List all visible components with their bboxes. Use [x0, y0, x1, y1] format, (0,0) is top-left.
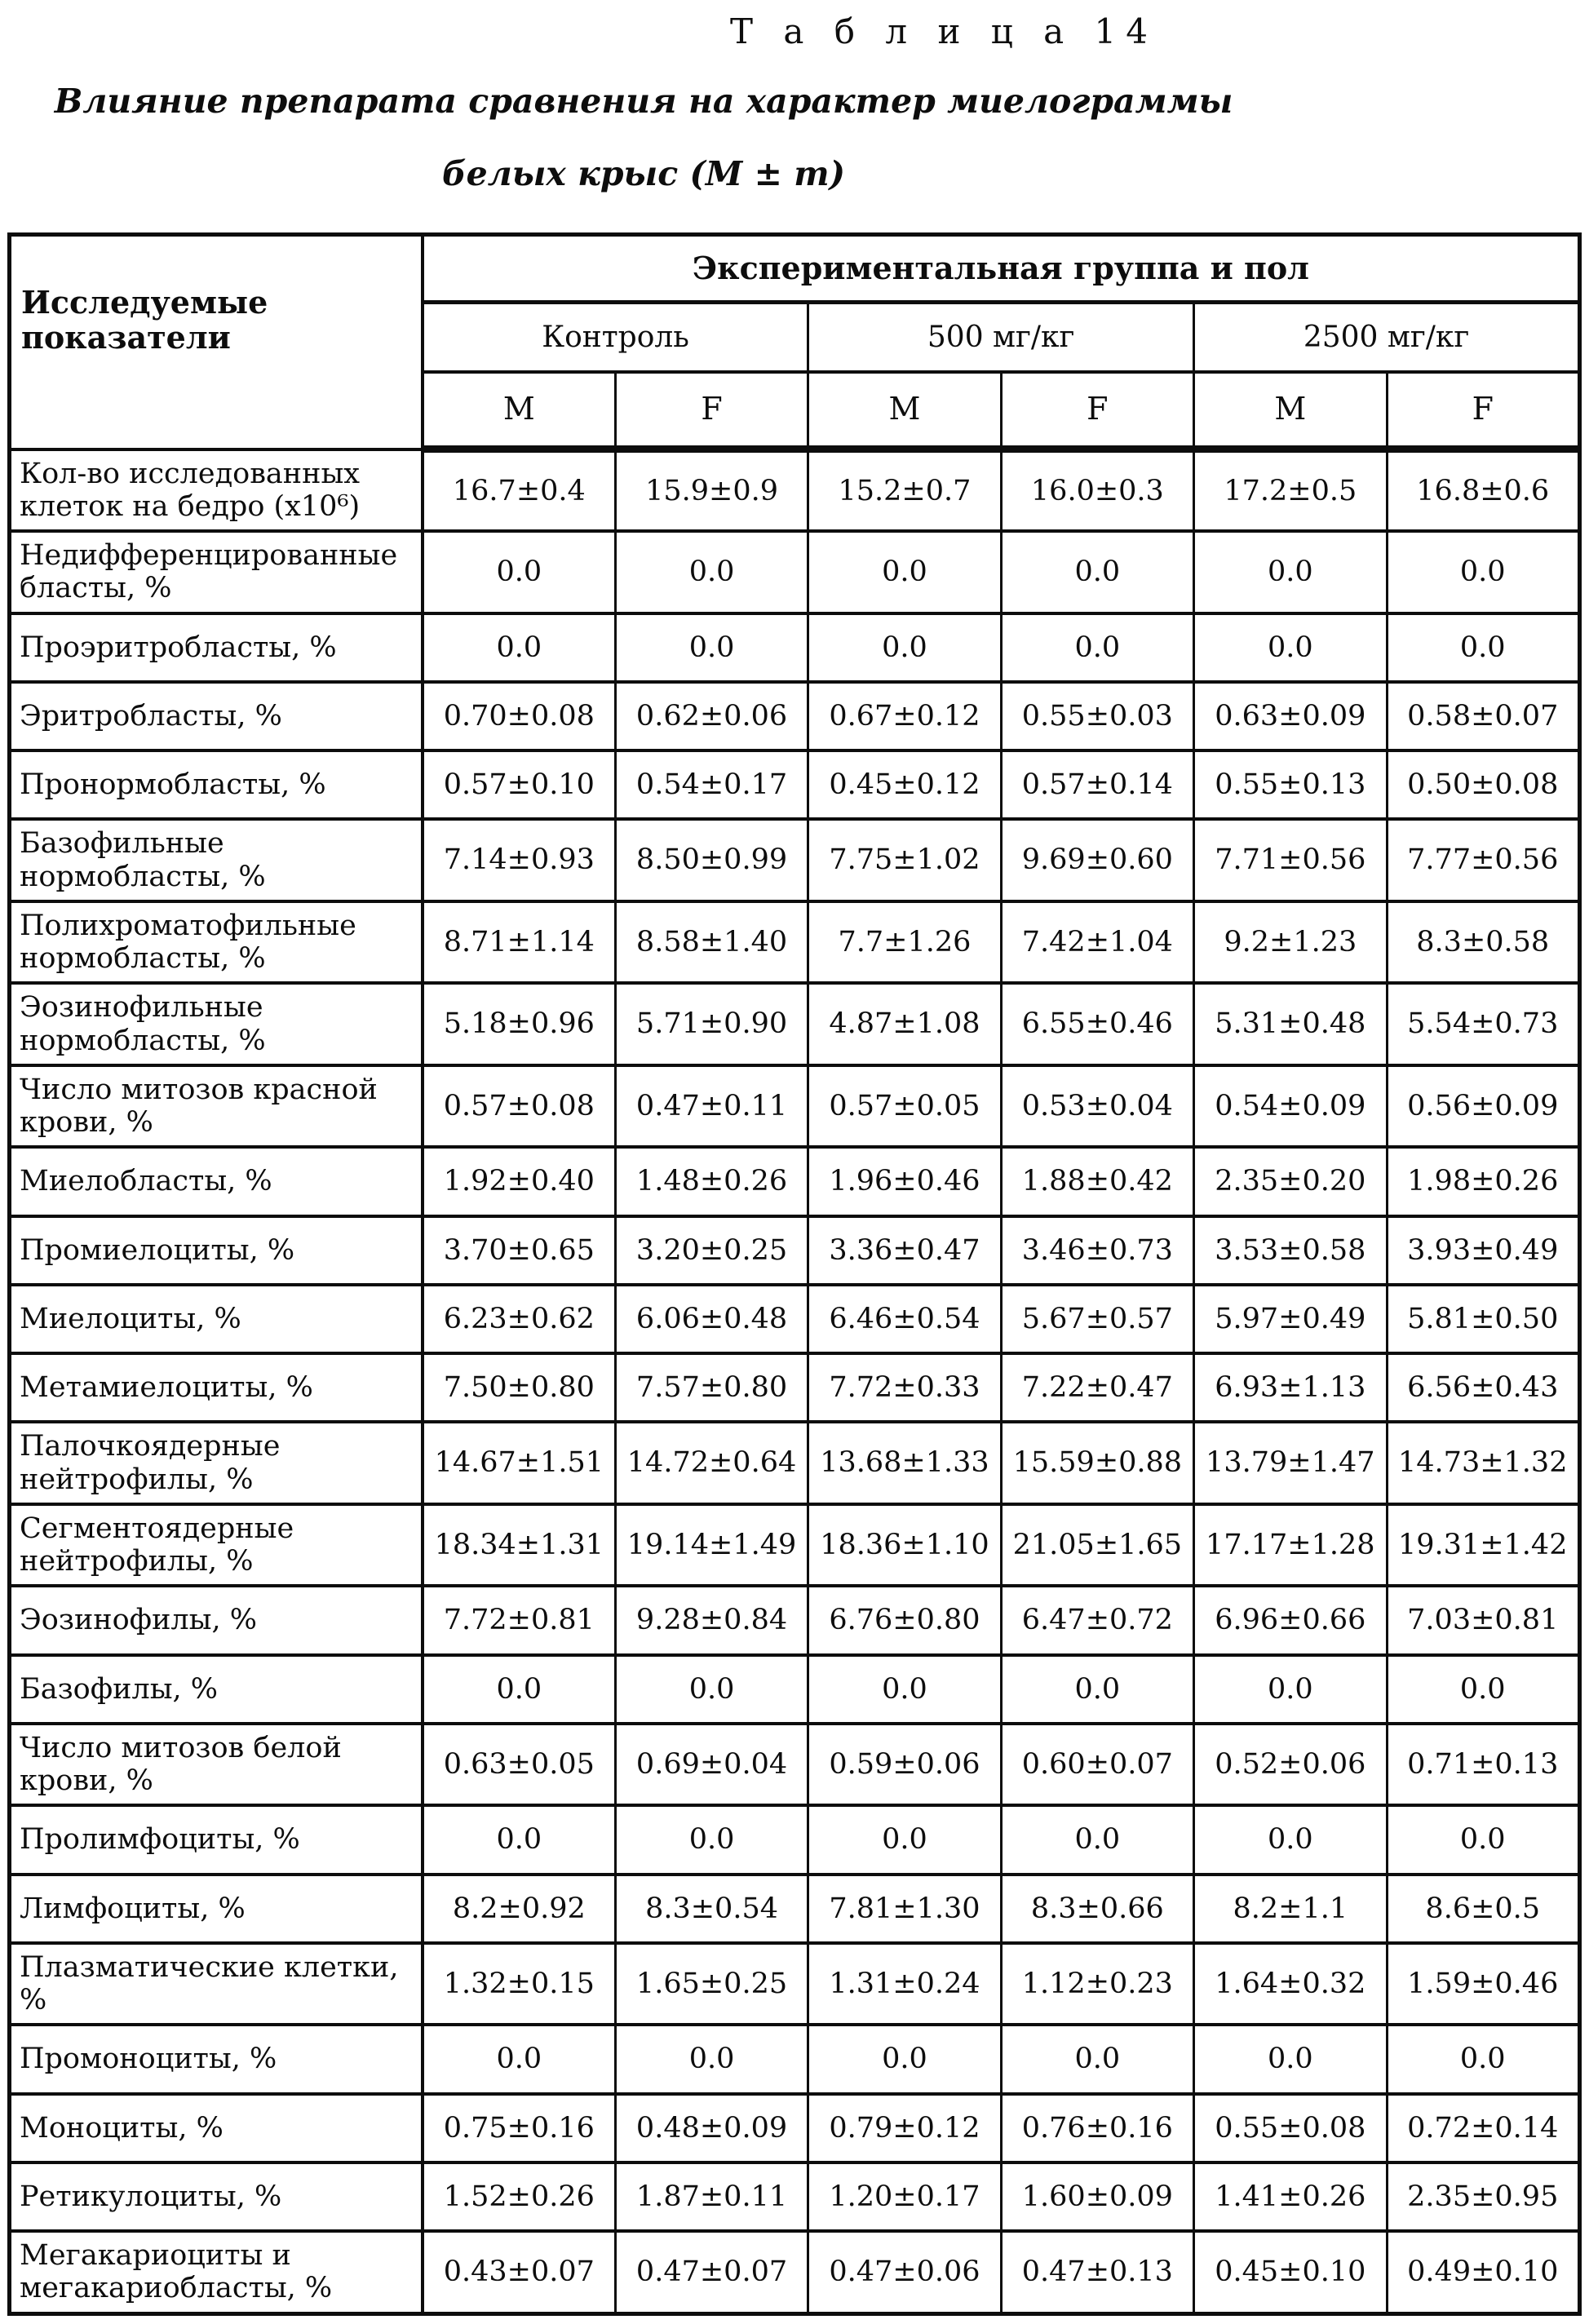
- table-row: [10, 613, 1580, 682]
- table-row: [10, 531, 1580, 613]
- value-cell: 6.55±0.46: [1001, 983, 1193, 1065]
- table-row: [10, 1065, 1580, 1148]
- value-cell: 5.81±0.50: [1387, 1285, 1580, 1353]
- value-cell: 18.36±1.10: [808, 1504, 1001, 1587]
- experimental-group-header: Экспериментальная группа и пол: [423, 235, 1580, 303]
- value-cell: 0.0: [615, 1655, 808, 1724]
- value-cell: 0.53±0.04: [1001, 1065, 1193, 1148]
- row-label: Число митозов белой крови, %: [10, 1724, 423, 1806]
- value-cell: 3.70±0.65: [423, 1216, 615, 1285]
- myelogram-table: [7, 232, 1582, 2315]
- value-cell: 8.2±1.1: [1194, 1875, 1387, 1943]
- value-cell: 1.92±0.40: [423, 1147, 615, 1215]
- table-header: [10, 235, 1580, 449]
- value-cell: 6.23±0.62: [423, 1285, 615, 1353]
- value-cell: 19.31±1.42: [1387, 1504, 1580, 1587]
- value-cell: 9.2±1.23: [1194, 901, 1387, 984]
- row-label: Полихроматофильные нормобласты, %: [10, 901, 423, 984]
- value-cell: 0.55±0.03: [1001, 682, 1193, 750]
- row-label: Базофилы, %: [10, 1655, 423, 1724]
- row-label: Миелоциты, %: [10, 1285, 423, 1353]
- row-label: Эозинофильные нормобласты, %: [10, 983, 423, 1065]
- value-cell: 1.59±0.46: [1387, 1943, 1580, 2025]
- value-cell: 7.77±0.56: [1387, 819, 1580, 901]
- value-cell: 0.60±0.07: [1001, 1724, 1193, 1806]
- row-label: Эритробласты, %: [10, 682, 423, 750]
- value-cell: 0.0: [808, 531, 1001, 613]
- value-cell: 8.3±0.54: [615, 1875, 808, 1943]
- row-label: Миелобласты, %: [10, 1147, 423, 1215]
- value-cell: 0.0: [1387, 1655, 1580, 1724]
- table-row: [10, 2094, 1580, 2162]
- table-row: [10, 1285, 1580, 1353]
- value-cell: 6.76±0.80: [808, 1586, 1001, 1654]
- value-cell: 0.56±0.09: [1387, 1065, 1580, 1148]
- value-cell: 1.65±0.25: [615, 1943, 808, 2025]
- sex-header-2500-f: F: [1387, 372, 1580, 449]
- value-cell: 9.28±0.84: [615, 1586, 808, 1654]
- value-cell: 0.0: [808, 1805, 1001, 1874]
- value-cell: 0.45±0.10: [1194, 2231, 1387, 2313]
- value-cell: 7.14±0.93: [423, 819, 615, 901]
- value-cell: 5.67±0.57: [1001, 1285, 1193, 1353]
- value-cell: 1.32±0.15: [423, 1943, 615, 2025]
- row-label: Недифференцированные бласты, %: [10, 531, 423, 613]
- value-cell: 0.0: [1001, 1655, 1193, 1724]
- value-cell: 15.2±0.7: [808, 449, 1001, 532]
- table-row: [10, 1504, 1580, 1587]
- value-cell: 0.0: [615, 531, 808, 613]
- value-cell: 1.41±0.26: [1194, 2162, 1387, 2231]
- value-cell: 0.0: [1387, 1805, 1580, 1874]
- value-cell: 0.0: [808, 613, 1001, 682]
- value-cell: 0.67±0.12: [808, 682, 1001, 750]
- value-cell: 6.06±0.48: [615, 1285, 808, 1353]
- table-row: [10, 2162, 1580, 2231]
- value-cell: 0.58±0.07: [1387, 682, 1580, 750]
- value-cell: 1.64±0.32: [1194, 1943, 1387, 2025]
- value-cell: 5.97±0.49: [1194, 1285, 1387, 1353]
- value-cell: 6.46±0.54: [808, 1285, 1001, 1353]
- row-label: Пронормобласты, %: [10, 750, 423, 819]
- value-cell: 0.57±0.14: [1001, 750, 1193, 819]
- table-row: [10, 983, 1580, 1065]
- value-cell: 19.14±1.49: [615, 1504, 808, 1587]
- value-cell: 7.7±1.26: [808, 901, 1001, 984]
- parameters-column-header: Исследуемые показатели: [10, 235, 423, 449]
- value-cell: 8.71±1.14: [423, 901, 615, 984]
- row-label: Промоноциты, %: [10, 2025, 423, 2093]
- row-label: Мегакариоциты и мегакариобласты, %: [10, 2231, 423, 2313]
- row-label: Эозинофилы, %: [10, 1586, 423, 1654]
- value-cell: 0.43±0.07: [423, 2231, 615, 2313]
- table-row: [10, 2025, 1580, 2093]
- table-row: [10, 1353, 1580, 1422]
- value-cell: 2.35±0.95: [1387, 2162, 1580, 2231]
- value-cell: 7.72±0.81: [423, 1586, 615, 1654]
- value-cell: 0.79±0.12: [808, 2094, 1001, 2162]
- value-cell: 3.46±0.73: [1001, 1216, 1193, 1285]
- value-cell: 0.0: [1194, 1655, 1387, 1724]
- value-cell: 0.48±0.09: [615, 2094, 808, 2162]
- value-cell: 6.96±0.66: [1194, 1586, 1387, 1654]
- row-label: Число митозов красной крови, %: [10, 1065, 423, 1148]
- value-cell: 7.71±0.56: [1194, 819, 1387, 901]
- value-cell: 0.63±0.05: [423, 1724, 615, 1806]
- table-row: [10, 1875, 1580, 1943]
- table-row: [10, 1943, 1580, 2025]
- value-cell: 6.93±1.13: [1194, 1353, 1387, 1422]
- value-cell: 0.47±0.13: [1001, 2231, 1193, 2313]
- value-cell: 1.96±0.46: [808, 1147, 1001, 1215]
- value-cell: 21.05±1.65: [1001, 1504, 1193, 1587]
- table-row: [10, 682, 1580, 750]
- value-cell: 5.18±0.96: [423, 983, 615, 1065]
- value-cell: 0.0: [1001, 2025, 1193, 2093]
- table-row: [10, 1586, 1580, 1654]
- value-cell: 14.73±1.32: [1387, 1422, 1580, 1504]
- value-cell: 0.47±0.07: [615, 2231, 808, 2313]
- value-cell: 1.20±0.17: [808, 2162, 1001, 2231]
- value-cell: 0.62±0.06: [615, 682, 808, 750]
- table-row: [10, 1216, 1580, 1285]
- row-label: Базофильные нормобласты, %: [10, 819, 423, 901]
- value-cell: 0.57±0.10: [423, 750, 615, 819]
- sex-header-2500-m: M: [1194, 372, 1387, 449]
- row-label: Моноциты, %: [10, 2094, 423, 2162]
- value-cell: 0.0: [808, 1655, 1001, 1724]
- value-cell: 0.54±0.09: [1194, 1065, 1387, 1148]
- value-cell: 3.20±0.25: [615, 1216, 808, 1285]
- value-cell: 0.0: [1194, 531, 1387, 613]
- value-cell: 0.0: [1194, 1805, 1387, 1874]
- table-row: [10, 819, 1580, 901]
- value-cell: 0.63±0.09: [1194, 682, 1387, 750]
- value-cell: 8.3±0.66: [1001, 1875, 1193, 1943]
- value-cell: 7.42±1.04: [1001, 901, 1193, 984]
- value-cell: 0.0: [423, 531, 615, 613]
- value-cell: 0.0: [615, 1805, 808, 1874]
- table-row: [10, 1655, 1580, 1724]
- value-cell: 0.0: [1001, 613, 1193, 682]
- value-cell: 0.45±0.12: [808, 750, 1001, 819]
- value-cell: 0.0: [423, 1655, 615, 1724]
- value-cell: 1.60±0.09: [1001, 2162, 1193, 2231]
- document-title-line-2: белых крыс (М ± m): [442, 154, 845, 194]
- row-label: Промиелоциты, %: [10, 1216, 423, 1285]
- value-cell: 0.70±0.08: [423, 682, 615, 750]
- value-cell: 3.36±0.47: [808, 1216, 1001, 1285]
- value-cell: 6.47±0.72: [1001, 1586, 1193, 1654]
- value-cell: 5.31±0.48: [1194, 983, 1387, 1065]
- value-cell: 1.31±0.24: [808, 1943, 1001, 2025]
- value-cell: 1.48±0.26: [615, 1147, 808, 1215]
- value-cell: 1.98±0.26: [1387, 1147, 1580, 1215]
- value-cell: 13.79±1.47: [1194, 1422, 1387, 1504]
- value-cell: 0.0: [615, 613, 808, 682]
- row-label: Проэритробласты, %: [10, 613, 423, 682]
- row-label: Кол-во исследованных клеток на бедро (х10⁶): [10, 449, 423, 532]
- value-cell: 0.50±0.08: [1387, 750, 1580, 819]
- value-cell: 0.0: [1001, 1805, 1193, 1874]
- row-label: Сегментоядерные нейтрофилы, %: [10, 1504, 423, 1587]
- value-cell: 0.0: [423, 1805, 615, 1874]
- value-cell: 0.55±0.13: [1194, 750, 1387, 819]
- table-row: [10, 449, 1580, 532]
- group-header-500mgkg: 500 мг/кг: [808, 302, 1194, 372]
- row-label: Лимфоциты, %: [10, 1875, 423, 1943]
- value-cell: 14.72±0.64: [615, 1422, 808, 1504]
- value-cell: 7.72±0.33: [808, 1353, 1001, 1422]
- group-header-2500mgkg: 2500 мг/кг: [1194, 302, 1580, 372]
- value-cell: 16.8±0.6: [1387, 449, 1580, 532]
- value-cell: 8.50±0.99: [615, 819, 808, 901]
- table-row: [10, 901, 1580, 984]
- value-cell: 0.75±0.16: [423, 2094, 615, 2162]
- value-cell: 0.49±0.10: [1387, 2231, 1580, 2313]
- value-cell: 0.55±0.08: [1194, 2094, 1387, 2162]
- table-row: [10, 1147, 1580, 1215]
- row-label: Плазматические клетки, %: [10, 1943, 423, 2025]
- value-cell: 1.52±0.26: [423, 2162, 615, 2231]
- row-label: Ретикулоциты, %: [10, 2162, 423, 2231]
- value-cell: 0.71±0.13: [1387, 1724, 1580, 1806]
- value-cell: 16.7±0.4: [423, 449, 615, 532]
- value-cell: 0.69±0.04: [615, 1724, 808, 1806]
- document-title-block: [7, 82, 1280, 193]
- value-cell: 1.88±0.42: [1001, 1147, 1193, 1215]
- value-cell: 17.2±0.5: [1194, 449, 1387, 532]
- value-cell: 0.0: [1194, 2025, 1387, 2093]
- row-label: Метамиелоциты, %: [10, 1353, 423, 1422]
- value-cell: 0.72±0.14: [1387, 2094, 1580, 2162]
- value-cell: 0.0: [1194, 613, 1387, 682]
- value-cell: 0.0: [1387, 2025, 1580, 2093]
- value-cell: 8.58±1.40: [615, 901, 808, 984]
- value-cell: 7.81±1.30: [808, 1875, 1001, 1943]
- value-cell: 0.76±0.16: [1001, 2094, 1193, 2162]
- value-cell: 0.0: [423, 613, 615, 682]
- row-label: Пролимфоциты, %: [10, 1805, 423, 1874]
- value-cell: 4.87±1.08: [808, 983, 1001, 1065]
- value-cell: 0.0: [615, 2025, 808, 2093]
- value-cell: 8.6±0.5: [1387, 1875, 1580, 1943]
- value-cell: 0.47±0.11: [615, 1065, 808, 1148]
- sex-header-500-m: M: [808, 372, 1001, 449]
- value-cell: 8.3±0.58: [1387, 901, 1580, 984]
- value-cell: 18.34±1.31: [423, 1504, 615, 1587]
- table-number-label: Т а б л и ц а 14: [730, 11, 1157, 51]
- value-cell: 0.0: [423, 2025, 615, 2093]
- table-body: [10, 449, 1580, 2314]
- group-header-control: Контроль: [423, 302, 808, 372]
- table-row: [10, 750, 1580, 819]
- value-cell: 1.87±0.11: [615, 2162, 808, 2231]
- value-cell: 3.53±0.58: [1194, 1216, 1387, 1285]
- sex-header-control-f: F: [615, 372, 808, 449]
- value-cell: 5.71±0.90: [615, 983, 808, 1065]
- value-cell: 6.56±0.43: [1387, 1353, 1580, 1422]
- table-row: [10, 2231, 1580, 2313]
- sex-header-500-f: F: [1001, 372, 1193, 449]
- value-cell: 7.50±0.80: [423, 1353, 615, 1422]
- value-cell: 0.0: [1387, 531, 1580, 613]
- value-cell: 17.17±1.28: [1194, 1504, 1387, 1587]
- table-row: [10, 1422, 1580, 1504]
- value-cell: 8.2±0.92: [423, 1875, 615, 1943]
- value-cell: 16.0±0.3: [1001, 449, 1193, 532]
- value-cell: 0.57±0.08: [423, 1065, 615, 1148]
- value-cell: 7.75±1.02: [808, 819, 1001, 901]
- document-title-line-1: Влияние препарата сравнения на характер миелограммы: [54, 82, 1233, 121]
- value-cell: 0.0: [1001, 531, 1193, 613]
- value-cell: 13.68±1.33: [808, 1422, 1001, 1504]
- table-row: [10, 1724, 1580, 1806]
- row-label: Палочкоядерные нейтрофилы, %: [10, 1422, 423, 1504]
- value-cell: 5.54±0.73: [1387, 983, 1580, 1065]
- value-cell: 7.57±0.80: [615, 1353, 808, 1422]
- value-cell: 9.69±0.60: [1001, 819, 1193, 901]
- value-cell: 1.12±0.23: [1001, 1943, 1193, 2025]
- value-cell: 3.93±0.49: [1387, 1216, 1580, 1285]
- value-cell: 0.52±0.06: [1194, 1724, 1387, 1806]
- value-cell: 7.03±0.81: [1387, 1586, 1580, 1654]
- value-cell: 0.0: [808, 2025, 1001, 2093]
- sex-header-control-m: M: [423, 372, 615, 449]
- value-cell: 0.57±0.05: [808, 1065, 1001, 1148]
- value-cell: 7.22±0.47: [1001, 1353, 1193, 1422]
- value-cell: 2.35±0.20: [1194, 1147, 1387, 1215]
- value-cell: 14.67±1.51: [423, 1422, 615, 1504]
- value-cell: 0.0: [1387, 613, 1580, 682]
- value-cell: 0.47±0.06: [808, 2231, 1001, 2313]
- value-cell: 15.59±0.88: [1001, 1422, 1193, 1504]
- value-cell: 0.59±0.06: [808, 1724, 1001, 1806]
- value-cell: 0.54±0.17: [615, 750, 808, 819]
- value-cell: 15.9±0.9: [615, 449, 808, 532]
- table-row: [10, 1805, 1580, 1874]
